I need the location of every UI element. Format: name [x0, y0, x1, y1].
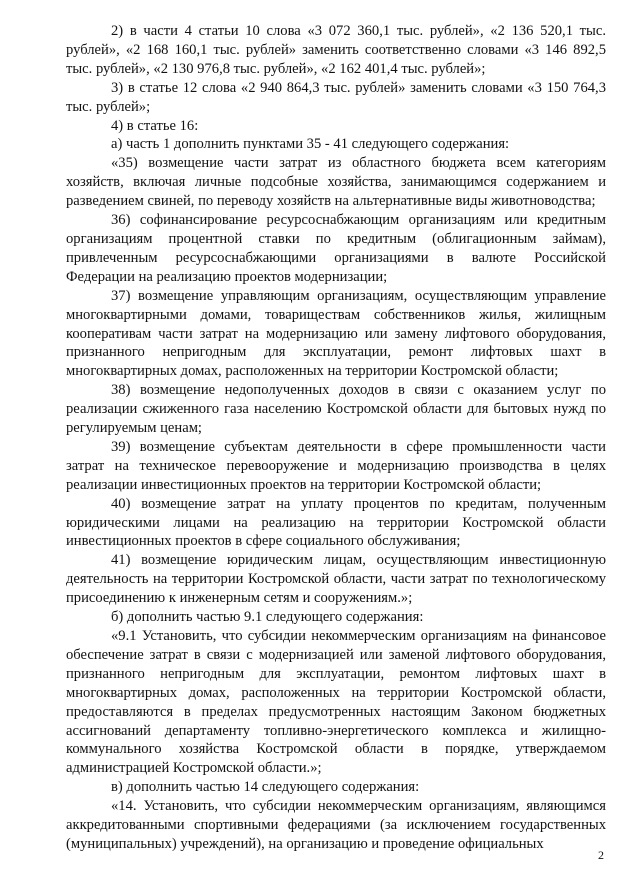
page-number: 2 [598, 848, 604, 862]
paragraph-subitem-b: б) дополнить частью 9.1 следующего содержания: [111, 609, 424, 626]
paragraph-point-40: 40) возмещение затрат на уплату процентов по кредитам, полученным юридическими лицами на реализацию на территории Костромской области инвестиционных проектов в сфере социального обслуживания; [66, 495, 606, 550]
paragraph-point-35: «35) возмещение части затрат из областного бюджета всем категориям хозяйств, включая личные подсобные хозяйства, занимающимся содержанием и разведением свиней, по переводу хозяйств на альтернативные виды животноводства; [66, 155, 606, 210]
paragraph-point-36: 36) софинансирование ресурсоснабжающим организациям или кредитным организациям процентной ставки по кредитным (облигационным займам), привлеченным ресурсоснабжающими организациями в валюте Российской Федерации на реализацию проектов модернизации; [66, 212, 606, 285]
document-body [66, 22, 606, 854]
paragraph-item-3: 3) в статье 12 слова «2 940 864,3 тыс. рублей» заменить словами «3 150 764,3 тыс. рублей»; [66, 79, 606, 115]
paragraph-item-4: 4) в статье 16: [111, 117, 199, 134]
paragraph-item-2: 2) в части 4 статьи 10 слова «3 072 360,1 тыс. рублей», «2 136 520,1 тыс. рублей», «2 168 160,1 тыс. рублей» заменить соответственно словами «3 146 892,5 тыс. рублей», «2 130 976,8 тыс. рублей», «2 162 401,4 тыс. рублей»; [66, 23, 606, 77]
paragraph-subitem-v: в) дополнить частью 14 следующего содержания: [111, 779, 420, 796]
paragraph-subitem-a: а) часть 1 дополнить пунктами 35 - 41 следующего содержания: [111, 136, 510, 153]
paragraph-point-38: 38) возмещение недополученных доходов в связи с оказанием услуг по реализации сжиженного газа населению Костромской области для бытовых нужд по регулируемым ценам; [66, 382, 606, 437]
paragraph-point-39: 39) возмещение субъектам деятельности в сфере промышленности части затрат на техническое перевооружение и модернизацию производства в целях реализации инвестиционных проектов на территории Костромской области; [66, 438, 606, 493]
paragraph-point-37: 37) возмещение управляющим организациям, осуществляющим управление многоквартирными домами, товариществам собственников жилья, жилищным кооперативам части затрат на модернизацию или замену лифтового оборудования, признанного непригодным для эксплуатации, ремонт лифтовых шахт в многоквартирных домах, расположенных на территории Костромской области; [66, 287, 606, 380]
paragraph-point-41: 41) возмещение юридическим лицам, осуществляющим инвестиционную деятельность на территории Костромской области, части затрат по технологическому присоединению к инженерным сетям и сооружениям.»; [66, 552, 606, 607]
paragraph-part-9-1: «9.1 Установить, что субсидии некоммерческим организациям на финансовое обеспечение затрат в связи с модернизацией или заменой лифтового оборудования, признанного непригодным для эксплуатации, ремонтом лифтовых шахт в многоквартирных домах, расположенных на территории Костромской области, предоставляются в пределах предусмотренных настоящим Законом бюджетных ассигнований департаменту топливно-энергетического комплекса и жилищно-коммунального хозяйства Костромской области в порядке, утверждаемом администрацией Костромской области.»; [66, 628, 606, 777]
paragraph-part-14: «14. Установить, что субсидии некоммерческим организациям, являющимся аккредитованными спортивными федерациями (за исключением государственных (муниципальных) учреждений), на организацию и проведение официальных [66, 798, 606, 852]
